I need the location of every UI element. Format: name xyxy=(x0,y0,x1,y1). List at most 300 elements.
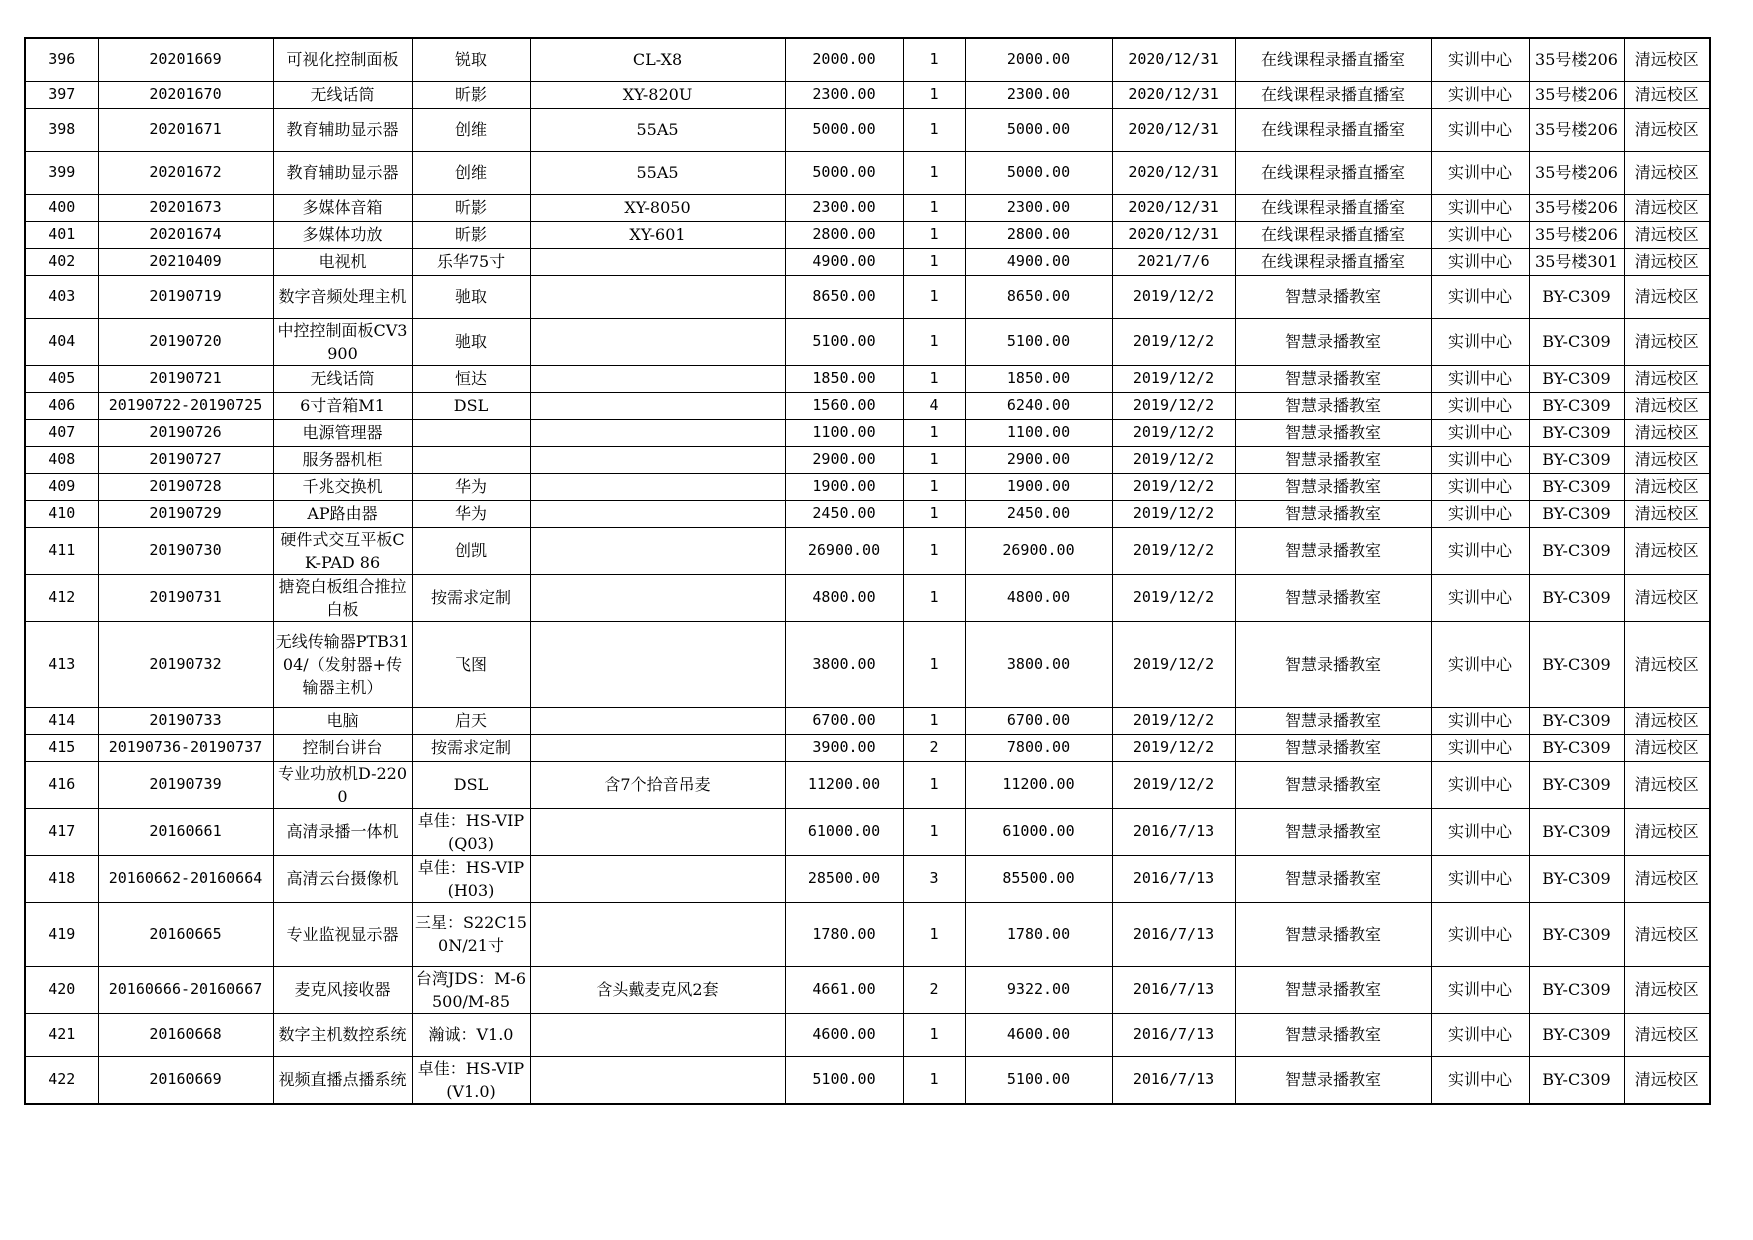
cell-model xyxy=(530,392,785,419)
cell-brand: 驰取 xyxy=(412,318,530,365)
cell-asset-id: 20160662-20160664 xyxy=(98,855,273,902)
cell-asset-id: 20160668 xyxy=(98,1013,273,1056)
cell-dept: 实训中心 xyxy=(1431,248,1529,275)
cell-brand: 三星：S22C150N/21寸 xyxy=(412,902,530,966)
cell-total: 6240.00 xyxy=(965,392,1112,419)
cell-location: 在线课程录播直播室 xyxy=(1235,194,1431,221)
cell-total: 1100.00 xyxy=(965,419,1112,446)
cell-room: BY-C309 xyxy=(1529,574,1624,621)
cell-dept: 实训中心 xyxy=(1431,621,1529,707)
cell-unit-price: 4900.00 xyxy=(785,248,903,275)
cell-no: 402 xyxy=(25,248,98,275)
cell-campus: 清远校区 xyxy=(1624,392,1710,419)
cell-date: 2016/7/13 xyxy=(1112,902,1235,966)
cell-name: 服务器机柜 xyxy=(273,446,412,473)
cell-no: 421 xyxy=(25,1013,98,1056)
table-row xyxy=(25,500,1710,527)
cell-brand: 华为 xyxy=(412,473,530,500)
table-row xyxy=(25,966,1710,1013)
cell-room: 35号楼206 xyxy=(1529,151,1624,194)
cell-campus: 清远校区 xyxy=(1624,275,1710,318)
cell-total: 2300.00 xyxy=(965,81,1112,108)
cell-dept: 实训中心 xyxy=(1431,419,1529,446)
cell-location: 智慧录播教室 xyxy=(1235,1056,1431,1104)
cell-qty: 3 xyxy=(903,855,965,902)
cell-room: BY-C309 xyxy=(1529,446,1624,473)
cell-room: BY-C309 xyxy=(1529,761,1624,808)
cell-name: 专业功放机D-2200 xyxy=(273,761,412,808)
cell-dept: 实训中心 xyxy=(1431,473,1529,500)
cell-campus: 清远校区 xyxy=(1624,855,1710,902)
cell-date: 2019/12/2 xyxy=(1112,275,1235,318)
cell-unit-price: 61000.00 xyxy=(785,808,903,855)
table-row xyxy=(25,621,1710,707)
cell-total: 85500.00 xyxy=(965,855,1112,902)
cell-dept: 实训中心 xyxy=(1431,574,1529,621)
table-row xyxy=(25,902,1710,966)
cell-total: 1900.00 xyxy=(965,473,1112,500)
cell-total: 5100.00 xyxy=(965,318,1112,365)
cell-asset-id: 20190733 xyxy=(98,707,273,734)
cell-no: 411 xyxy=(25,527,98,574)
cell-asset-id: 20190731 xyxy=(98,574,273,621)
cell-campus: 清远校区 xyxy=(1624,1013,1710,1056)
cell-brand: 卓佳：HS-VIP(H03) xyxy=(412,855,530,902)
cell-name: 无线话筒 xyxy=(273,365,412,392)
cell-name: 专业监视显示器 xyxy=(273,902,412,966)
cell-name: 硬件式交互平板CK-PAD 86 xyxy=(273,527,412,574)
cell-campus: 清远校区 xyxy=(1624,365,1710,392)
cell-qty: 1 xyxy=(903,808,965,855)
cell-brand: DSL xyxy=(412,392,530,419)
cell-name: AP路由器 xyxy=(273,500,412,527)
cell-brand: 恒达 xyxy=(412,365,530,392)
cell-asset-id: 20160661 xyxy=(98,808,273,855)
cell-location: 智慧录播教室 xyxy=(1235,574,1431,621)
cell-location: 智慧录播教室 xyxy=(1235,446,1431,473)
cell-location: 智慧录播教室 xyxy=(1235,275,1431,318)
cell-unit-price: 1100.00 xyxy=(785,419,903,446)
cell-brand: 昕影 xyxy=(412,81,530,108)
cell-asset-id: 20201673 xyxy=(98,194,273,221)
cell-asset-id: 20201672 xyxy=(98,151,273,194)
cell-room: BY-C309 xyxy=(1529,902,1624,966)
cell-brand: 创维 xyxy=(412,151,530,194)
cell-campus: 清远校区 xyxy=(1624,500,1710,527)
cell-name: 麦克风接收器 xyxy=(273,966,412,1013)
cell-date: 2019/12/2 xyxy=(1112,318,1235,365)
cell-name: 教育辅助显示器 xyxy=(273,108,412,151)
cell-dept: 实训中心 xyxy=(1431,392,1529,419)
cell-qty: 1 xyxy=(903,574,965,621)
cell-campus: 清远校区 xyxy=(1624,318,1710,365)
table-row xyxy=(25,392,1710,419)
cell-total: 26900.00 xyxy=(965,527,1112,574)
cell-unit-price: 28500.00 xyxy=(785,855,903,902)
cell-campus: 清远校区 xyxy=(1624,761,1710,808)
cell-name: 6寸音箱M1 xyxy=(273,392,412,419)
cell-qty: 2 xyxy=(903,734,965,761)
cell-location: 在线课程录播直播室 xyxy=(1235,108,1431,151)
cell-unit-price: 6700.00 xyxy=(785,707,903,734)
cell-total: 2450.00 xyxy=(965,500,1112,527)
cell-qty: 1 xyxy=(903,151,965,194)
cell-room: BY-C309 xyxy=(1529,1013,1624,1056)
cell-unit-price: 11200.00 xyxy=(785,761,903,808)
cell-brand: 昕影 xyxy=(412,221,530,248)
cell-no: 416 xyxy=(25,761,98,808)
cell-no: 403 xyxy=(25,275,98,318)
cell-brand: 华为 xyxy=(412,500,530,527)
cell-qty: 1 xyxy=(903,194,965,221)
cell-dept: 实训中心 xyxy=(1431,761,1529,808)
cell-model: CL-X8 xyxy=(530,38,785,81)
cell-brand: 飞图 xyxy=(412,621,530,707)
cell-room: BY-C309 xyxy=(1529,473,1624,500)
cell-no: 400 xyxy=(25,194,98,221)
cell-date: 2016/7/13 xyxy=(1112,966,1235,1013)
cell-unit-price: 2800.00 xyxy=(785,221,903,248)
cell-name: 教育辅助显示器 xyxy=(273,151,412,194)
cell-qty: 1 xyxy=(903,761,965,808)
cell-model xyxy=(530,473,785,500)
cell-name: 可视化控制面板 xyxy=(273,38,412,81)
cell-room: BY-C309 xyxy=(1529,392,1624,419)
cell-dept: 实训中心 xyxy=(1431,734,1529,761)
cell-asset-id: 20201670 xyxy=(98,81,273,108)
cell-location: 智慧录播教室 xyxy=(1235,500,1431,527)
cell-model xyxy=(530,734,785,761)
cell-dept: 实训中心 xyxy=(1431,500,1529,527)
cell-room: BY-C309 xyxy=(1529,966,1624,1013)
cell-unit-price: 5000.00 xyxy=(785,151,903,194)
cell-total: 11200.00 xyxy=(965,761,1112,808)
cell-campus: 清远校区 xyxy=(1624,38,1710,81)
cell-total: 5000.00 xyxy=(965,108,1112,151)
cell-campus: 清远校区 xyxy=(1624,574,1710,621)
cell-room: BY-C309 xyxy=(1529,419,1624,446)
cell-unit-price: 1850.00 xyxy=(785,365,903,392)
cell-model xyxy=(530,446,785,473)
cell-location: 在线课程录播直播室 xyxy=(1235,151,1431,194)
cell-no: 420 xyxy=(25,966,98,1013)
cell-unit-price: 1780.00 xyxy=(785,902,903,966)
cell-name: 高清云台摄像机 xyxy=(273,855,412,902)
cell-brand: 卓佳：HS-VIP(V1.0) xyxy=(412,1056,530,1104)
cell-qty: 1 xyxy=(903,81,965,108)
cell-campus: 清远校区 xyxy=(1624,527,1710,574)
cell-name: 电视机 xyxy=(273,248,412,275)
cell-qty: 1 xyxy=(903,419,965,446)
cell-name: 电脑 xyxy=(273,707,412,734)
cell-total: 3800.00 xyxy=(965,621,1112,707)
cell-name: 多媒体功放 xyxy=(273,221,412,248)
table-row xyxy=(25,1056,1710,1104)
cell-campus: 清远校区 xyxy=(1624,108,1710,151)
cell-date: 2016/7/13 xyxy=(1112,1056,1235,1104)
cell-total: 6700.00 xyxy=(965,707,1112,734)
cell-no: 396 xyxy=(25,38,98,81)
cell-name: 多媒体音箱 xyxy=(273,194,412,221)
cell-room: 35号楼301 xyxy=(1529,248,1624,275)
cell-date: 2019/12/2 xyxy=(1112,707,1235,734)
cell-asset-id: 20201669 xyxy=(98,38,273,81)
cell-location: 智慧录播教室 xyxy=(1235,707,1431,734)
cell-no: 412 xyxy=(25,574,98,621)
cell-no: 419 xyxy=(25,902,98,966)
cell-no: 415 xyxy=(25,734,98,761)
cell-campus: 清远校区 xyxy=(1624,446,1710,473)
cell-model xyxy=(530,707,785,734)
cell-date: 2019/12/2 xyxy=(1112,734,1235,761)
cell-no: 404 xyxy=(25,318,98,365)
cell-date: 2019/12/2 xyxy=(1112,527,1235,574)
cell-no: 405 xyxy=(25,365,98,392)
cell-model xyxy=(530,419,785,446)
cell-location: 智慧录播教室 xyxy=(1235,808,1431,855)
cell-date: 2019/12/2 xyxy=(1112,392,1235,419)
cell-room: BY-C309 xyxy=(1529,527,1624,574)
cell-model xyxy=(530,1056,785,1104)
cell-location: 智慧录播教室 xyxy=(1235,419,1431,446)
cell-location: 智慧录播教室 xyxy=(1235,761,1431,808)
cell-qty: 1 xyxy=(903,318,965,365)
cell-brand: 创凯 xyxy=(412,527,530,574)
cell-asset-id: 20190736-20190737 xyxy=(98,734,273,761)
cell-room: 35号楼206 xyxy=(1529,81,1624,108)
cell-asset-id: 20160669 xyxy=(98,1056,273,1104)
cell-room: BY-C309 xyxy=(1529,621,1624,707)
cell-location: 智慧录播教室 xyxy=(1235,527,1431,574)
cell-date: 2019/12/2 xyxy=(1112,419,1235,446)
cell-date: 2020/12/31 xyxy=(1112,108,1235,151)
cell-no: 414 xyxy=(25,707,98,734)
cell-asset-id: 20190732 xyxy=(98,621,273,707)
cell-asset-id: 20190739 xyxy=(98,761,273,808)
cell-total: 5100.00 xyxy=(965,1056,1112,1104)
cell-qty: 2 xyxy=(903,966,965,1013)
table-row xyxy=(25,108,1710,151)
cell-unit-price: 3800.00 xyxy=(785,621,903,707)
cell-room: BY-C309 xyxy=(1529,808,1624,855)
cell-location: 在线课程录播直播室 xyxy=(1235,221,1431,248)
table-row xyxy=(25,365,1710,392)
cell-unit-price: 26900.00 xyxy=(785,527,903,574)
table-row xyxy=(25,81,1710,108)
cell-no: 418 xyxy=(25,855,98,902)
table-row xyxy=(25,151,1710,194)
cell-model xyxy=(530,527,785,574)
cell-dept: 实训中心 xyxy=(1431,151,1529,194)
table-row xyxy=(25,473,1710,500)
cell-model xyxy=(530,808,785,855)
cell-campus: 清远校区 xyxy=(1624,473,1710,500)
cell-qty: 1 xyxy=(903,1013,965,1056)
cell-model xyxy=(530,248,785,275)
table-row xyxy=(25,275,1710,318)
table-row xyxy=(25,574,1710,621)
asset-inventory-table xyxy=(24,37,1711,1105)
cell-dept: 实训中心 xyxy=(1431,855,1529,902)
cell-date: 2019/12/2 xyxy=(1112,446,1235,473)
cell-date: 2020/12/31 xyxy=(1112,81,1235,108)
cell-qty: 1 xyxy=(903,446,965,473)
cell-location: 在线课程录播直播室 xyxy=(1235,38,1431,81)
cell-model: XY-601 xyxy=(530,221,785,248)
cell-model xyxy=(530,621,785,707)
table-row xyxy=(25,734,1710,761)
cell-brand xyxy=(412,419,530,446)
table-body xyxy=(25,38,1710,1104)
cell-total: 2000.00 xyxy=(965,38,1112,81)
table-row xyxy=(25,318,1710,365)
cell-brand: 瀚诚：V1.0 xyxy=(412,1013,530,1056)
table-row xyxy=(25,446,1710,473)
cell-unit-price: 2300.00 xyxy=(785,81,903,108)
cell-asset-id: 20160665 xyxy=(98,902,273,966)
table-row xyxy=(25,855,1710,902)
cell-unit-price: 4661.00 xyxy=(785,966,903,1013)
cell-qty: 1 xyxy=(903,275,965,318)
cell-location: 在线课程录播直播室 xyxy=(1235,248,1431,275)
cell-qty: 1 xyxy=(903,902,965,966)
cell-dept: 实训中心 xyxy=(1431,902,1529,966)
cell-dept: 实训中心 xyxy=(1431,1056,1529,1104)
cell-no: 409 xyxy=(25,473,98,500)
cell-model xyxy=(530,855,785,902)
cell-model xyxy=(530,318,785,365)
cell-location: 智慧录播教室 xyxy=(1235,621,1431,707)
cell-room: BY-C309 xyxy=(1529,318,1624,365)
cell-brand: 启天 xyxy=(412,707,530,734)
cell-campus: 清远校区 xyxy=(1624,734,1710,761)
cell-total: 7800.00 xyxy=(965,734,1112,761)
cell-dept: 实训中心 xyxy=(1431,221,1529,248)
cell-unit-price: 8650.00 xyxy=(785,275,903,318)
cell-campus: 清远校区 xyxy=(1624,221,1710,248)
table-row xyxy=(25,527,1710,574)
cell-location: 智慧录播教室 xyxy=(1235,365,1431,392)
cell-location: 智慧录播教室 xyxy=(1235,473,1431,500)
cell-name: 无线话筒 xyxy=(273,81,412,108)
cell-model: 55A5 xyxy=(530,151,785,194)
cell-campus: 清远校区 xyxy=(1624,621,1710,707)
cell-dept: 实训中心 xyxy=(1431,194,1529,221)
cell-qty: 1 xyxy=(903,108,965,151)
cell-qty: 1 xyxy=(903,473,965,500)
cell-asset-id: 20201674 xyxy=(98,221,273,248)
cell-model xyxy=(530,1013,785,1056)
cell-total: 9322.00 xyxy=(965,966,1112,1013)
cell-unit-price: 1560.00 xyxy=(785,392,903,419)
cell-campus: 清远校区 xyxy=(1624,248,1710,275)
cell-total: 2900.00 xyxy=(965,446,1112,473)
cell-total: 4800.00 xyxy=(965,574,1112,621)
cell-asset-id: 20190727 xyxy=(98,446,273,473)
cell-asset-id: 20201671 xyxy=(98,108,273,151)
cell-date: 2019/12/2 xyxy=(1112,473,1235,500)
cell-brand: DSL xyxy=(412,761,530,808)
cell-campus: 清远校区 xyxy=(1624,419,1710,446)
cell-asset-id: 20190728 xyxy=(98,473,273,500)
cell-asset-id: 20190720 xyxy=(98,318,273,365)
cell-model: 含7个拾音吊麦 xyxy=(530,761,785,808)
cell-qty: 1 xyxy=(903,248,965,275)
cell-total: 61000.00 xyxy=(965,808,1112,855)
cell-no: 422 xyxy=(25,1056,98,1104)
cell-date: 2016/7/13 xyxy=(1112,1013,1235,1056)
cell-brand: 按需求定制 xyxy=(412,574,530,621)
cell-qty: 1 xyxy=(903,707,965,734)
cell-unit-price: 4600.00 xyxy=(785,1013,903,1056)
cell-model: XY-820U xyxy=(530,81,785,108)
cell-date: 2019/12/2 xyxy=(1112,365,1235,392)
cell-campus: 清远校区 xyxy=(1624,808,1710,855)
cell-name: 视频直播点播系统 xyxy=(273,1056,412,1104)
cell-qty: 1 xyxy=(903,500,965,527)
cell-brand xyxy=(412,446,530,473)
cell-name: 数字音频处理主机 xyxy=(273,275,412,318)
cell-date: 2020/12/31 xyxy=(1112,194,1235,221)
cell-dept: 实训中心 xyxy=(1431,275,1529,318)
cell-date: 2020/12/31 xyxy=(1112,151,1235,194)
cell-model xyxy=(530,365,785,392)
cell-qty: 1 xyxy=(903,1056,965,1104)
cell-location: 智慧录播教室 xyxy=(1235,966,1431,1013)
cell-date: 2019/12/2 xyxy=(1112,500,1235,527)
cell-dept: 实训中心 xyxy=(1431,1013,1529,1056)
cell-name: 无线传输器PTB3104/（发射器+传输器主机） xyxy=(273,621,412,707)
cell-date: 2019/12/2 xyxy=(1112,621,1235,707)
cell-unit-price: 1900.00 xyxy=(785,473,903,500)
cell-asset-id: 20190722-20190725 xyxy=(98,392,273,419)
cell-asset-id: 20190730 xyxy=(98,527,273,574)
cell-total: 4900.00 xyxy=(965,248,1112,275)
cell-location: 智慧录播教室 xyxy=(1235,1013,1431,1056)
cell-name: 高清录播一体机 xyxy=(273,808,412,855)
cell-room: 35号楼206 xyxy=(1529,194,1624,221)
cell-date: 2020/12/31 xyxy=(1112,38,1235,81)
cell-model: 含头戴麦克风2套 xyxy=(530,966,785,1013)
table-row xyxy=(25,1013,1710,1056)
cell-no: 410 xyxy=(25,500,98,527)
cell-brand: 创维 xyxy=(412,108,530,151)
cell-date: 2019/12/2 xyxy=(1112,574,1235,621)
cell-qty: 1 xyxy=(903,527,965,574)
cell-total: 2300.00 xyxy=(965,194,1112,221)
cell-no: 398 xyxy=(25,108,98,151)
cell-total: 4600.00 xyxy=(965,1013,1112,1056)
cell-brand: 锐取 xyxy=(412,38,530,81)
table-row xyxy=(25,707,1710,734)
table-row xyxy=(25,221,1710,248)
cell-unit-price: 4800.00 xyxy=(785,574,903,621)
cell-brand: 按需求定制 xyxy=(412,734,530,761)
cell-no: 413 xyxy=(25,621,98,707)
cell-brand: 台湾JDS：M-6500/M-85 xyxy=(412,966,530,1013)
cell-model xyxy=(530,500,785,527)
table-row xyxy=(25,808,1710,855)
cell-dept: 实训中心 xyxy=(1431,527,1529,574)
cell-location: 智慧录播教室 xyxy=(1235,318,1431,365)
cell-dept: 实训中心 xyxy=(1431,707,1529,734)
cell-name: 电源管理器 xyxy=(273,419,412,446)
cell-room: BY-C309 xyxy=(1529,365,1624,392)
cell-qty: 4 xyxy=(903,392,965,419)
cell-no: 408 xyxy=(25,446,98,473)
cell-dept: 实训中心 xyxy=(1431,38,1529,81)
cell-total: 8650.00 xyxy=(965,275,1112,318)
